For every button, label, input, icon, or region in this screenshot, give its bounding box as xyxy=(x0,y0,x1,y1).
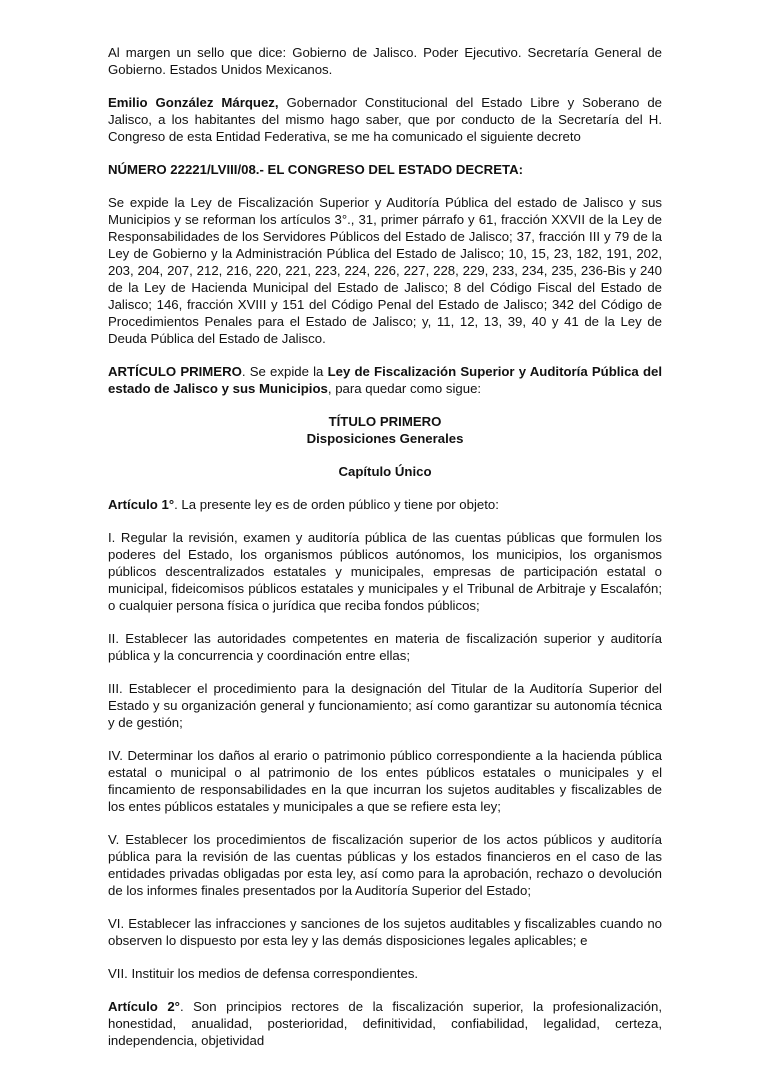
decree-body: Se expide la Ley de Fiscalización Superior y Auditoría Pública del estado de Jalisco y sus Municipios y se reforman los artículos 3°., 31, primer párrafo y 61, fracción XXVII de la Ley de Responsabilidades de los Servidores Públicos del Estado de Jalisco; 37, fracción III y 79 de la Ley de Gobierno y la Administración Pública del Estado de Jalisco; 10, 15, 23, 182, 191, 202, 203, 204, 207, 212, 216, 220, 221, 223, 224, 226, 227, 228, 229, 233, 234, 235, 236-Bis y 240 de la Ley de Hacienda Municipal del Estado de Jalisco; 8 del Código Fiscal del Estado de Jalisco; 146, fracción XVIII y 151 del Código Penal del Estado de Jalisco; 342 del Código de Procedimientos Penales para el Estado de Jalisco; y, 11, 12, 13, 39, 40 y 41 de la Ley de Deuda Pública del Estado de Jalisco. xyxy=(108,195,662,346)
titulo-heading xyxy=(108,413,662,430)
fraction-ii: II. Establecer las autoridades competentes en materia de fiscalización superior y auditoría pública y la concurrencia y coordinación entre ellas; xyxy=(108,631,662,663)
law-name: Ley de Fiscalización Superior y Auditoría Pública del estado de Jalisco y sus Municipios xyxy=(108,364,663,396)
intro-paragraph: Al margen un sello que dice: Gobierno de Jalisco. Poder Ejecutivo. Secretaría General de Gobierno. Estados Unidos Mexicanos. xyxy=(108,45,662,77)
fraction-vii: VII. Instituir los medios de defensa correspondientes. xyxy=(108,966,419,981)
article-1-text: . La presente ley es de orden público y tiene por objeto: xyxy=(174,497,499,512)
titulo-sub-text: Disposiciones Generales xyxy=(306,431,464,446)
fraction-iii: III. Establecer el procedimiento para la designación del Titular de la Auditoría Superior del Estado y su organización general y funcionamiento; así como garantizar su autonomía técnica y de gestión; xyxy=(108,681,662,730)
article-2-text: . Son principios rectores de la fiscalización superior, la profesionalización, honestidad, anualidad, posterioridad, definitividad, confiabilidad, legalidad, certeza, independencia, objetividad xyxy=(108,999,663,1048)
fraction-i: I. Regular la revisión, examen y auditoría pública de las cuentas públicas que formulen los poderes del Estado, los organismos públicos autónomos, los municipios, los organismos públicos descentralizados estatales y municipales, empresas de participación estatal o municipal, fideicomisos públicos estatales y municipales y el Tribunal de Arbitraje y Escalafón; o cualquier persona física o jurídica que reciba fondos públicos; xyxy=(108,530,662,613)
article-1-label: Artículo 1° xyxy=(108,497,175,512)
fraction-v: V. Establecer los procedimientos de fiscalización superior de los actos públicos y auditoría pública para la revisión de las cuentas públicas y los estados financieros en el caso de las entidades privadas obligadas por esta ley, así como para la aprobación, rechazo o devolución de los informes finales presentados por la Auditoría Superior del Estado; xyxy=(108,832,662,898)
article-1 xyxy=(108,496,662,513)
articulo-primero-text-end: , para quedar como sigue: xyxy=(327,381,482,396)
governor-text: Gobernador Constitucional del Estado Libre y Soberano de Jalisco, a los habitantes del mismo hago saber, que por conducto de la Secretaría del H. Congreso de esta Entidad Federativa, se me ha comunicado el siguiente decreto xyxy=(108,95,662,144)
governor-name: Emilio González Márquez, xyxy=(108,95,279,110)
titulo-text: TÍTULO PRIMERO xyxy=(328,414,442,429)
articulo-primero-label: ARTÍCULO PRIMERO xyxy=(108,364,242,379)
articulo-primero-text: . Se expide la xyxy=(241,364,328,379)
governor-paragraph xyxy=(108,94,662,145)
titulo-subheading xyxy=(108,430,662,447)
article-2 xyxy=(108,998,662,1049)
capitulo-text: Capítulo Único xyxy=(338,464,432,479)
decree-heading xyxy=(108,161,662,178)
fraction-iv: IV. Determinar los daños al erario o patrimonio público correspondiente a la hacienda pública estatal o municipal o al patrimonio de los entes públicos estatales o municipales y el fincamiento de responsabilidades en la que incurran los sujetos auditables y fiscalizables de los entes públicos estatales y municipales a que se refiere esta ley; xyxy=(108,748,662,814)
decree-heading-text: NÚMERO 22221/LVIII/08.- EL CONGRESO DEL ESTADO DECRETA: xyxy=(108,162,523,177)
document-page xyxy=(108,44,662,1065)
articulo-primero xyxy=(108,363,662,397)
capitulo-heading xyxy=(108,463,662,480)
article-2-label: Artículo 2° xyxy=(108,999,180,1014)
fraction-vi: VI. Establecer las infracciones y sanciones de los sujetos auditables y fiscalizables cuando no observen lo dispuesto por esta ley y las demás disposiciones legales aplicables; e xyxy=(108,916,662,948)
